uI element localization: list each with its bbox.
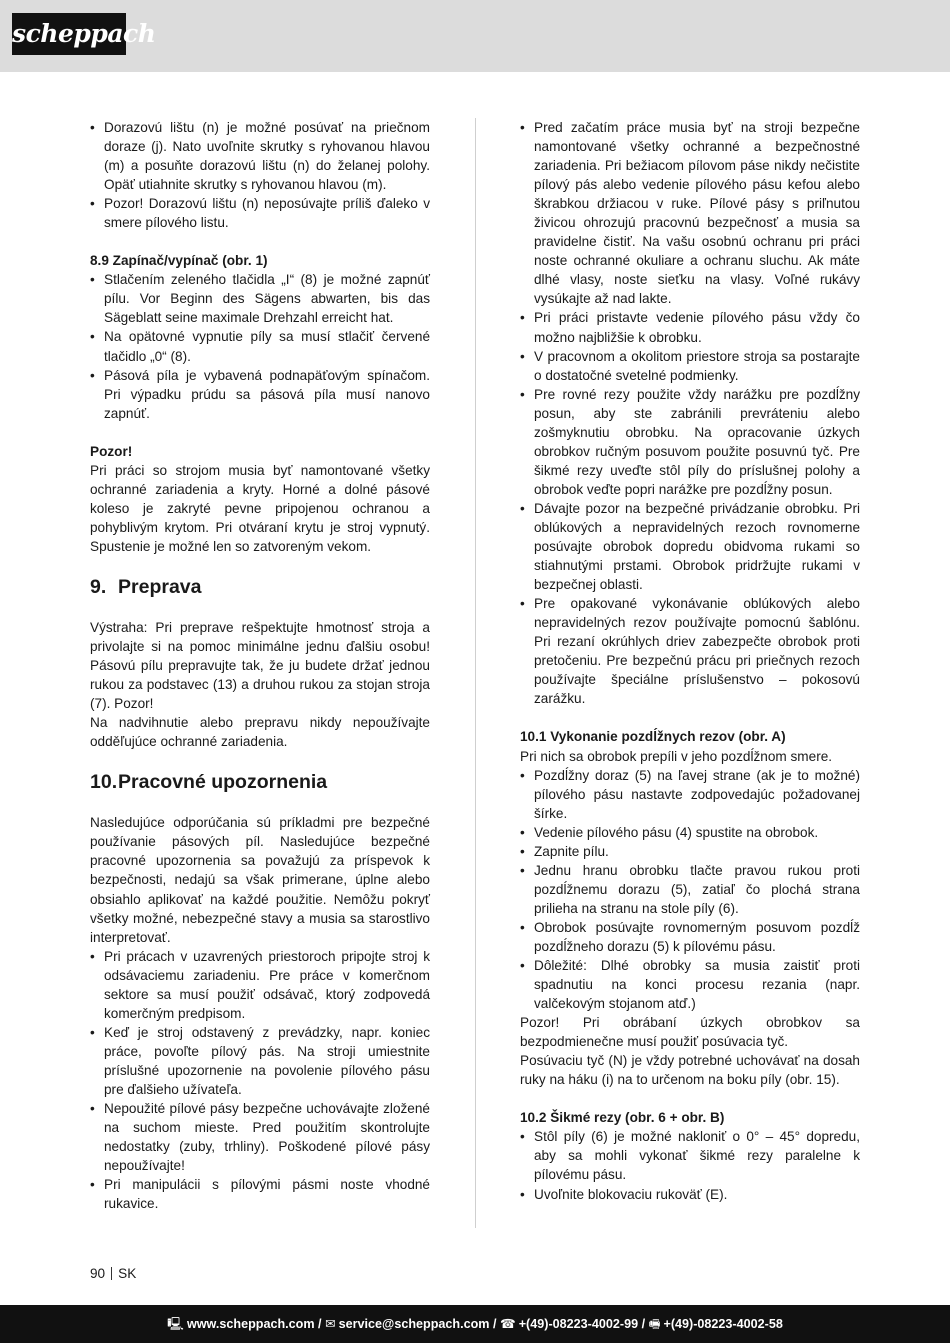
section-number: 9.: [90, 575, 107, 598]
paragraph: Pri práci so strojom musia byť namontované všetky ochranné zariadenia a kryty. Horné a dolné pásové koleso je zakryté pevne pripojenou ochranou a pohyblivým krytom. Pri otváraní krytu je stroj vypnutý. Spustenie je možné len so zatvoreným vekom.: [90, 462, 430, 554]
section-heading: 8.9 Zapínač/vypínač (obr. 1): [90, 253, 268, 269]
list-item: • Keď je stroj odstavený z prevádzky, napr. koniec práce, povoľte pílový pás. Na stroji umiestnite príslušné upozornenie na povolenie pílového pásu pre ďalšieho užívateľa.: [90, 1023, 430, 1099]
section-number: 10.: [90, 771, 118, 794]
footer-fax: +(49)-08223-4002-58: [663, 1317, 783, 1331]
column-divider: [475, 118, 476, 1228]
page-number: [90, 1266, 136, 1281]
list-item: • Nepoužité pílové pásy bezpečne uchovávajte zložené na suchom mieste. Pred použitím skontrolujte nedostatky (zuby, trhliny). Poškodené pílové pásy nepoužívajte!: [90, 1099, 430, 1175]
list-item: • Dávajte pozor na bezpečné privádzanie obrobku. Pri oblúkových a nepravidelných rezoch rovnomerne posúvajte obrobok dopredu obidvoma rukami so stiahnutými prstami. Obrobok pridržujte rukami v bezpečnej oblasti.: [520, 499, 860, 594]
list-item: • Pozor! Dorazovú lištu (n) neposúvajte príliš ďaleko v smere pílového listu.: [90, 194, 430, 232]
list-item: • Pri práci pristavte vedenie pílového pásu vždy čo možno najbližšie k obrobku.: [520, 308, 860, 346]
section-heading: 10.2 Šikmé rezy (obr. 6 + obr. B): [520, 1110, 725, 1126]
list-item: • Pri prácach v uzavrených priestoroch pripojte stroj k odsávaciemu zariadeniu. Pre práce v komerčnom sektore sa musí použiť odsávač, ktorý zodpovedá komerčným predpisom.: [90, 947, 430, 1023]
paragraph: Na nadvihnutie alebo prepravu nikdy nepoužívajte odděľujúce ochranné zariadenia.: [90, 715, 430, 750]
section-title: [90, 770, 430, 794]
list-item: • Stlačením zeleného tlačidla „I“ (8) je možné zapnúť pílu. Vor Beginn des Sägens abwarten, bis das Sägeblatt seine maximale Drehzahl erreicht hat.: [90, 270, 430, 327]
list-item: • Pásová píla je vybavená podnapäťovým spínačom. Pri výpadku prúdu sa pásová píla musí nanovo zapnúť.: [90, 366, 430, 423]
footer-phone: +(49)-08223-4002-99 /: [518, 1317, 646, 1331]
list-item: • Pre opakované vykonávanie oblúkových alebo nepravidelných rezov používajte pomocnú šablónu. Pri rezaní okrúhlych driev zabezpečte obrobok proti pretočeniu. Pre bezpečnú prácu pri priečnych rezoch používajte špeciálne príslušenstvo – pokosovú zarážku.: [520, 594, 860, 708]
list-item: • Stôl píly (6) je možné nakloniť o 0° – 45° dopredu, aby sa mohli vykonať šikmé rezy paralelne k pílovému pásu.: [520, 1127, 860, 1184]
fax-icon: 🖷: [648, 1317, 661, 1331]
list-item: • Pri manipulácii s pílovými pásmi noste vhodné rukavice.: [90, 1175, 430, 1213]
bullet-list: [520, 118, 860, 708]
paragraph: Výstraha: Pri preprave rešpektujte hmotnosť stroja a privolajte si na pomoc minimálne jednu ďalšiu osobu! Pásovú pílu prepravujte tak, že ju budete držať jednou rukou za podstavec (13) a druhou rukou za stojan stroja (7). Pozor!: [90, 619, 430, 712]
language-code: SK: [118, 1266, 137, 1281]
bullet-list: [520, 1127, 860, 1203]
warning-heading: Pozor!: [90, 443, 133, 459]
section-title-text: Pracovné upozornenia: [118, 771, 328, 794]
footer-bar: [0, 1305, 950, 1343]
list-item: • Pozdĺžny doraz (5) na ľavej strane (ak je to možné) pílového pásu nastavte zodpovedajúc požadovanej šírke.: [520, 766, 860, 823]
list-item: • Jednu hranu obrobku tlačte pravou rukou proti pozdĺžnemu dorazu (5), zatiaľ čo plochá strana prilieha na stranu na stole píly (6).: [520, 861, 860, 918]
list-item: • Zapnite pílu.: [520, 842, 860, 861]
computer-icon: 🖳: [167, 1317, 184, 1331]
paragraph: Pri nich sa obrobok prepíli v jeho pozdĺžnom smere.: [520, 748, 833, 764]
mail-icon: ✉: [325, 1317, 336, 1331]
bullet-list: [90, 947, 430, 1214]
paragraph: Nasledujúce odporúčania sú príkladmi pre bezpečné používanie pásových píl. Nasledujúce bezpečné pracovné upozornenia sa považujú za príspevok k bezpečnosti, nedajú sa však primerane, úplne alebo obsiahlo aplikovať na každé použitie. Nemôžu pokryť všetky možné, nebezpečné stavy a musia sa starostlivo interpretovať.: [90, 815, 430, 945]
bullet-list: [90, 270, 430, 422]
header-band: [0, 0, 950, 72]
list-item: • Dorazovú lištu (n) je možné posúvať na priečnom doraze (j). Nato uvoľnite skrutky s ryhovanou hlavou (m) a posuňte dorazovú lištu (n) do želanej polohy. Opäť utiahnite skrutky s ryhovanou hlavou (m).: [90, 118, 430, 194]
footer-web-link[interactable]: www.scheppach.com /: [186, 1317, 322, 1331]
phone-icon: ☎: [500, 1317, 516, 1331]
list-item: • Obrobok posúvajte rovnomerným posuvom pozdĺž pozdĺžneho dorazu (5) k pílovému pásu.: [520, 918, 860, 956]
section-title: [90, 575, 430, 599]
bullet-list: [520, 766, 860, 1014]
list-item: • Uvoľnite blokovaciu rukoväť (E).: [520, 1185, 860, 1204]
list-item: • Pre rovné rezy použite vždy narážku pre pozdĺžny posun, aby ste zabránili prevráteniu alebo zošmyknutiu obrobku. Na opracovanie úzkych obrobkov ručným posuvom použite posuvnú tyč. Pre šikmé rezy uveďte stôl píly do príslušnej polohy a obrobok veďte popri narážke pre pozdĺžny posun.: [520, 385, 860, 499]
footer-email-link[interactable]: service@scheppach.com /: [338, 1317, 497, 1331]
list-item: • Vedenie pílového pásu (4) spustite na obrobok.: [520, 823, 860, 842]
bullet-list: [90, 118, 430, 232]
left-column: [90, 118, 430, 1213]
paragraph: Posúvaciu tyč (N) je vždy potrebné uchovávať na dosah ruky na háku (i) na to určenom na boku píly (obr. 15).: [520, 1053, 860, 1088]
paragraph: Pozor! Pri obrábaní úzkych obrobkov sa bezpodmienečne musí použiť posúvacia tyč.: [520, 1015, 860, 1050]
list-item: • Pred začatím práce musia byť na stroji bezpečne namontované všetky ochranné a bezpečnostné zariadenia. Pri bežiacom pílovom páse nikdy nečistite pílový pás alebo vedenie pílového pásu kefou alebo škrabkou držiacou v ruke. Pílové pásy s priľnutou živicou ohrozujú pracovnú bezpečnosť a musia sa pravidelne čistiť. Na vašu osobnú ochranu pri práci noste ochranné okuliare a ochranu sluchu. Ak máte dlhé vlasy, noste sieťku na vlasy. Voľné rukávy vysúkajte až nad lakte.: [520, 118, 860, 308]
section-heading: 10.1 Vykonanie pozdĺžnych rezov (obr. A): [520, 729, 786, 745]
list-item: • V pracovnom a okolitom priestore stroja sa postarajte o dostatočné svetelné podmienky.: [520, 347, 860, 385]
list-item: • Na opätovné vypnutie píly sa musí stlačiť červené tlačidlo „0“ (8).: [90, 327, 430, 365]
scheppach-logo: scheppach: [12, 13, 126, 55]
section-title-text: Preprava: [118, 575, 202, 598]
list-item: • Dôležité: Dlhé obrobky sa musia zaistiť proti spadnutiu na konci procesu rezania (napr. valčekovým stojanom atď.): [520, 956, 860, 1013]
right-column: [520, 118, 860, 1204]
page-number-value: 90: [90, 1266, 106, 1281]
